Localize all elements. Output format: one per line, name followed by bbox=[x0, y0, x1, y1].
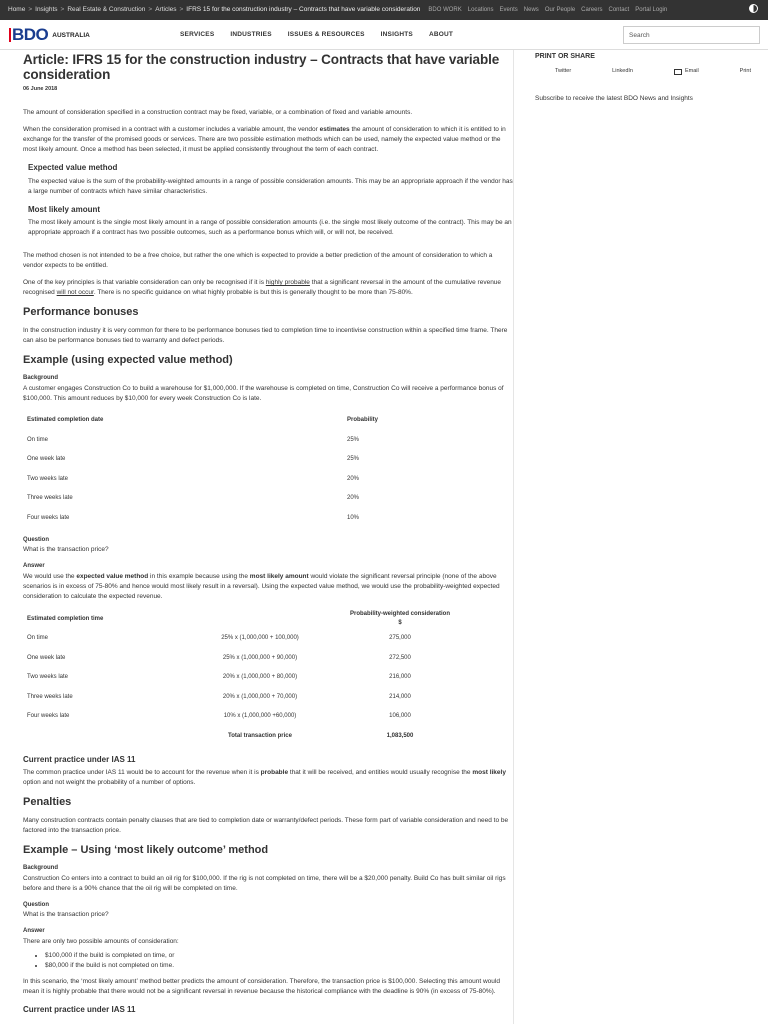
utility-link-events[interactable]: Events bbox=[499, 6, 518, 13]
utility-link-our-people[interactable]: Our People bbox=[544, 6, 576, 13]
label-background: Background bbox=[23, 865, 59, 872]
logo-text: BDO bbox=[12, 25, 49, 44]
table-cell bbox=[23, 726, 183, 746]
paragraph: There are only two possible amounts of consideration: bbox=[23, 938, 179, 946]
table-header: Estimated completion date bbox=[27, 417, 104, 424]
main-nav bbox=[172, 30, 461, 39]
paragraph: When the consideration promised in a contract with a customer includes a variable amount, the vendor estimates the amount of consideration to which it is entitled to in exchange for the transfer of the promised goods or services. There are two possible estimation methods which can be used, namely the expected value method or the most likely amount. Once a method has been selected, it must be applied consistently throughout the term of each contract. bbox=[23, 125, 506, 153]
utility-links bbox=[428, 6, 667, 15]
table-cell: Three weeks late bbox=[27, 693, 73, 700]
table-row bbox=[23, 508, 463, 528]
methods-block bbox=[23, 162, 513, 238]
table-header-row bbox=[23, 411, 463, 431]
paragraph: In the construction industry it is very common for there to be performance bonuses tied to completion time to incentivise construction within a specified time frame. There can also be performance bonuses tied to warranty and defect periods. bbox=[23, 327, 508, 345]
heading-example-2: Example – Using ‘most likely outcome’ method bbox=[23, 844, 269, 857]
table-header-row bbox=[23, 609, 463, 629]
label-background: Background bbox=[23, 375, 59, 382]
column-divider bbox=[513, 50, 514, 1024]
breadcrumb-current: IFRS 15 for the construction industry – Contracts that have variable consideration bbox=[186, 6, 421, 14]
heading-expected-value: Expected value method bbox=[28, 162, 118, 172]
logo-bar bbox=[9, 28, 11, 42]
table-cell: 20% bbox=[347, 495, 360, 502]
paragraph: What is the transaction price? bbox=[23, 911, 109, 919]
table-cell: Three weeks late bbox=[27, 495, 73, 502]
table-cell: One week late bbox=[27, 456, 66, 463]
heading-current-practice: Current practice under IAS 11 bbox=[23, 754, 136, 764]
paragraph: We would use the expected value method in this example because using the most likely amount would violate the significant reversal principle (none of the above scenarios is in excess of 75-80% and hence would most likely result in a reversal). Using the expected value method, we would use the probability-weighted expected consideration to calculate the expected revenue. bbox=[23, 573, 500, 601]
table-cell: On time bbox=[27, 635, 49, 641]
total-label: Total transaction price bbox=[228, 732, 292, 739]
share-linkedin[interactable]: LinkedIn bbox=[612, 68, 633, 75]
bdo-logo[interactable] bbox=[9, 27, 90, 43]
table-cell: 216,000 bbox=[389, 674, 411, 680]
heading-performance-bonuses: Performance bonuses bbox=[23, 306, 139, 319]
subscribe-link[interactable]: Subscribe to receive the latest BDO News and Insights bbox=[535, 95, 693, 103]
article-date: 06 June 2018 bbox=[23, 86, 58, 92]
total-value: 1,083,500 bbox=[386, 732, 414, 739]
table-cell: 10% bbox=[347, 514, 360, 521]
paragraph: The method chosen is not intended to be a free choice, but rather the one which is expected to provide a better prediction of the amount of consideration to which a vendor expects to be entitled. bbox=[23, 252, 493, 270]
share-email[interactable]: Email bbox=[674, 68, 699, 76]
table-cell: 10% x (1,000,000 +60,000) bbox=[223, 713, 297, 719]
paragraph: Construction Co enters into a contract to build an oil rig for $100,000. If the rig is not completed on time, there will be a $20,000 penalty. Build Co has built similar oil rigs before and there is a 90% chance that the oil rig will be completed on time. bbox=[23, 874, 506, 892]
table-cell: 20% x (1,000,000 + 70,000) bbox=[222, 693, 298, 700]
bullet-list bbox=[45, 951, 513, 971]
paragraph: A customer engages Construction Co to build a warehouse for $1,000,000. If the warehouse is completed on time, Construction Co will receive a performance bonus of $100,000. This amount reduces by $10,000 for every week Construction Co is late. bbox=[23, 384, 504, 402]
nav-about[interactable]: ABOUT bbox=[428, 31, 454, 38]
breadcrumb-articles[interactable]: Articles bbox=[155, 6, 177, 14]
paragraph: The amount of consideration specified in a construction contract may be fixed, variable, or a combination of fixed and variable amounts. bbox=[23, 108, 413, 116]
breadcrumb-home[interactable]: Home bbox=[8, 6, 26, 14]
table-row bbox=[23, 648, 463, 668]
table-row bbox=[23, 469, 463, 489]
breadcrumb-real-estate[interactable]: Real Estate & Construction bbox=[67, 6, 146, 14]
table-header bbox=[183, 609, 333, 629]
heading-current-practice-2: Current practice under IAS 11 bbox=[23, 1005, 136, 1015]
paragraph: The expected value is the sum of the probability-weighted amounts in a range of possible consideration amounts. This may be an appropriate approach if the vendor has a large number of contracts which have similar characteristics. bbox=[28, 177, 513, 195]
share-twitter[interactable]: Twitter bbox=[555, 68, 572, 75]
breadcrumb: Home > Insights > Real Estate & Construction > Articles > IFRS 15 for the construction industry – Contracts that have variable consideration bbox=[8, 6, 421, 14]
table-header: Probability-weighted consideration $ bbox=[349, 611, 450, 626]
nav-insights[interactable]: INSIGHTS bbox=[380, 31, 413, 38]
utility-link-news[interactable]: News bbox=[523, 6, 539, 13]
table-cell: 20% bbox=[347, 475, 360, 482]
table-total-row bbox=[23, 726, 463, 746]
paragraph: Many construction contracts contain penalty clauses that are tied to completion date or warranty/defect periods. These form part of variable consideration and need to be factored into the transaction price. bbox=[23, 817, 509, 835]
utility-link-bdo-work[interactable]: BDO WORK bbox=[428, 6, 462, 13]
search-input[interactable]: Search bbox=[623, 26, 760, 44]
table-cell: One week late bbox=[27, 654, 66, 661]
article-body bbox=[23, 52, 513, 1019]
label-question: Question bbox=[23, 536, 50, 543]
paragraph: The common practice under IAS 11 would be to account for the revenue when it is probable that it will be received, and entities would usually recognise the most likely option and not weight the probability of a number of options. bbox=[23, 769, 506, 787]
label-answer: Answer bbox=[23, 928, 45, 935]
paragraph: In this scenario, the ‘most likely amount’ method better predicts the amount of consideration. Therefore, the transaction price is $100,000. Selecting this amount would mean it is highly probable that there would not be a significant reversal in revenue because the historical compliance with the deadline is 90% (in excess of 75-80%). bbox=[23, 978, 500, 996]
label-question: Question bbox=[23, 901, 50, 908]
table-row bbox=[23, 687, 463, 707]
article-title: Article: IFRS 15 for the construction industry – Contracts that have variable consideration bbox=[23, 52, 500, 82]
contrast-toggle-icon[interactable] bbox=[749, 4, 758, 13]
utility-link-locations[interactable]: Locations bbox=[467, 6, 494, 13]
nav-industries[interactable]: INDUSTRIES bbox=[230, 31, 272, 38]
share-sidebar bbox=[535, 52, 755, 104]
share-links bbox=[535, 68, 755, 76]
table-cell: 275,000 bbox=[389, 635, 411, 641]
paragraph: What is the transaction price? bbox=[23, 546, 109, 554]
breadcrumb-bar bbox=[0, 0, 768, 20]
table-cell: Two weeks late bbox=[27, 674, 69, 680]
consideration-table bbox=[23, 609, 463, 746]
heading-most-likely: Most likely amount bbox=[28, 204, 101, 214]
utility-link-contact[interactable]: Contact bbox=[608, 6, 630, 13]
heading-penalties: Penalties bbox=[23, 796, 72, 809]
table-cell: 25% bbox=[347, 456, 360, 463]
table-cell: Two weeks late bbox=[27, 475, 69, 482]
table-cell: 25% x (1,000,000 + 100,000) bbox=[221, 635, 299, 641]
paragraph: One of the key principles is that variable consideration can only be recognised if it is highly probable that a significant reversal in the amount of the cumulative revenue recognised will not occur. There is no specific guidance on what highly probable is but this is generally thought to be more than 75-80%. bbox=[23, 279, 502, 297]
table-row bbox=[23, 707, 463, 727]
utility-link-portal-login[interactable]: Portal Login bbox=[635, 6, 668, 13]
table-cell: 272,500 bbox=[389, 654, 411, 661]
list-item: • $100,000 if the build is completed on time, or bbox=[45, 951, 513, 961]
table-cell: 106,000 bbox=[389, 713, 411, 719]
share-title: PRINT OR SHARE bbox=[535, 53, 595, 60]
utility-link-careers[interactable]: Careers bbox=[581, 6, 603, 13]
region-label: AUSTRALIA bbox=[52, 32, 90, 40]
table-cell: On time bbox=[27, 436, 49, 443]
table-row bbox=[23, 668, 463, 688]
list-item: • $80,000 if the build is not completed on time. bbox=[45, 961, 513, 971]
table-row bbox=[23, 629, 463, 649]
nav-issues-resources[interactable]: ISSUES & RESOURCES bbox=[287, 31, 365, 38]
table-header: Estimated completion time bbox=[27, 615, 104, 622]
share-print[interactable]: Print bbox=[739, 68, 751, 75]
probability-table bbox=[23, 411, 463, 528]
label-answer: Answer bbox=[23, 563, 45, 570]
table-header: Probability bbox=[347, 417, 379, 424]
paragraph: The most likely amount is the single most likely amount in a range of possible consideration amounts (i.e. the single most likely outcome of the contract). This may be an appropriate approach if a contract has two possible outcomes, such as a performance bonus which will, or will not, be received. bbox=[28, 219, 512, 237]
table-cell: Four weeks late bbox=[27, 514, 70, 521]
table-cell: 25% bbox=[347, 436, 360, 443]
table-cell: 20% x (1,000,000 + 80,000) bbox=[222, 674, 298, 680]
table-row bbox=[23, 489, 463, 509]
table-row bbox=[23, 430, 463, 450]
table-cell: 214,000 bbox=[389, 693, 411, 700]
nav-services[interactable]: SERVICES bbox=[180, 31, 215, 38]
breadcrumb-insights[interactable]: Insights bbox=[35, 6, 58, 14]
table-cell: Four weeks late bbox=[27, 713, 70, 719]
email-icon bbox=[674, 69, 682, 75]
table-cell: 25% x (1,000,000 + 90,000) bbox=[222, 654, 298, 661]
heading-example-1: Example (using expected value method) bbox=[23, 354, 233, 367]
table-row bbox=[23, 450, 463, 470]
